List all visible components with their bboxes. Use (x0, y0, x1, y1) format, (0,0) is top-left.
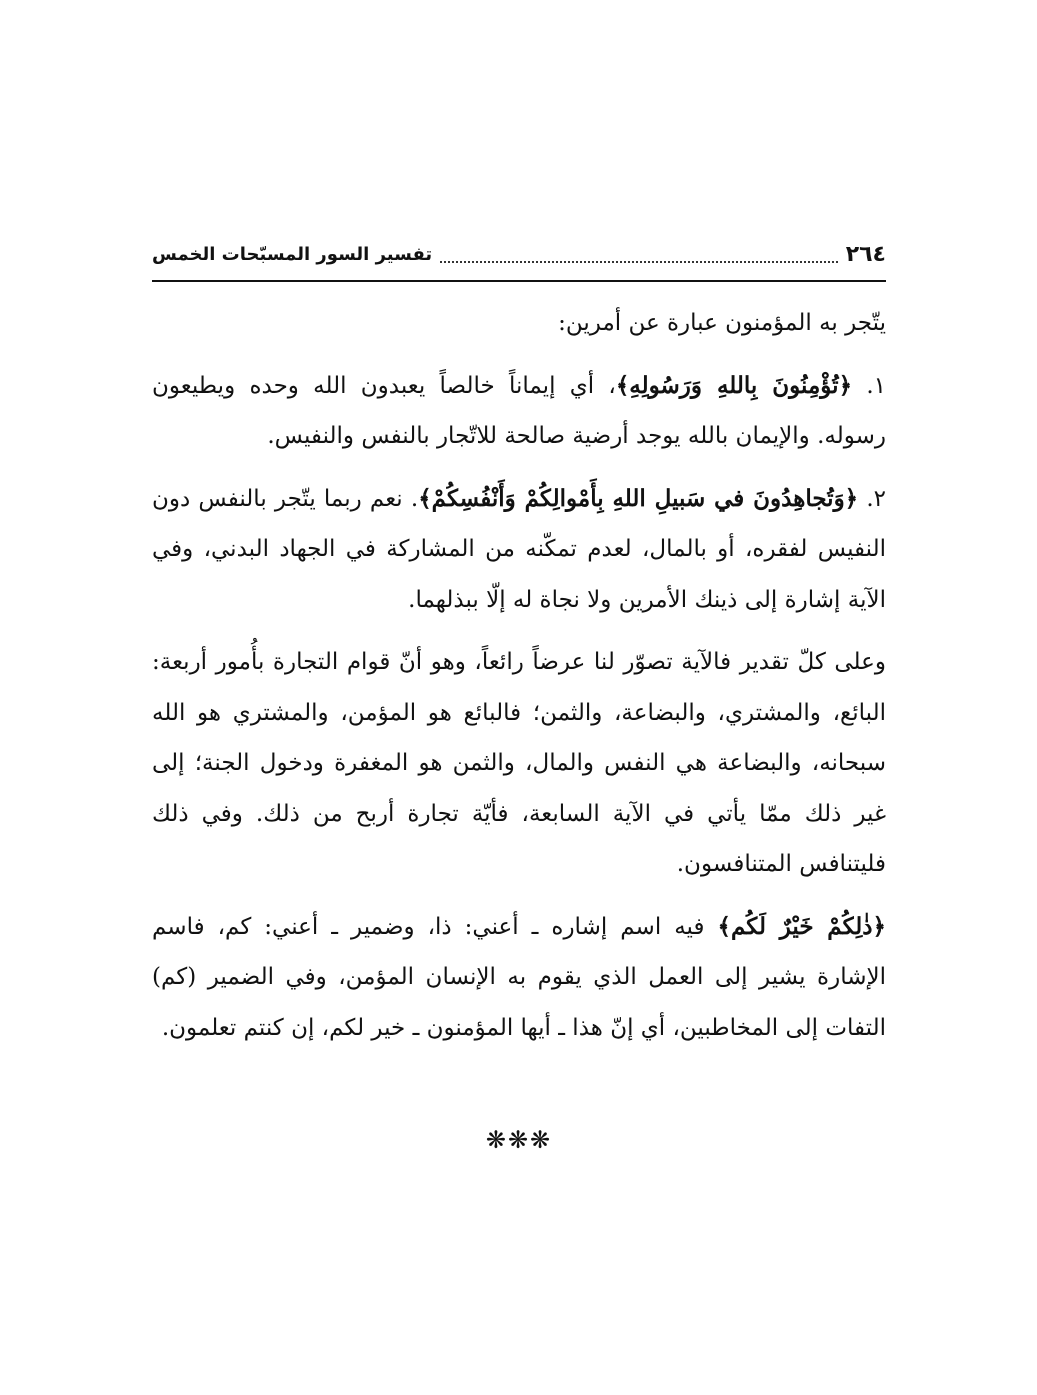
paragraph-item-1 (152, 361, 886, 462)
section-separator: ❋❋❋ (485, 1126, 553, 1154)
page-header (152, 232, 886, 272)
item-number: ١. (852, 372, 886, 399)
quran-quote: ﴿ذٰلِكُمْ خَيْرٌ لَكُم﴾ (717, 912, 886, 940)
paragraph-verse-explanation (152, 902, 886, 1054)
item-number: ٢. (858, 485, 887, 512)
running-title: تفسير السور المسبّحات الخمس (152, 244, 433, 265)
paragraph-text: ، أي إيماناً خالصاً يعبدون الله وحده ويطيعون رسوله. والإيمان بالله يوجد أرضية صالحة للاتّجار بالنفس والنفيس. (152, 372, 886, 449)
header-divider (152, 280, 886, 282)
page-number: ٢٦٤ (845, 242, 886, 267)
paragraph-text: فيه اسم إشاره ـ أعني: ذا، وضمير ـ أعني: كم، فاسم الإشارة يشير إلى العمل الذي يقوم به الإنسان المؤمن، وفي الضمير (كم) التفات إلى المخاطبين، أي إنّ هذا ـ أيها المؤمنون ـ خير لكم، إن كنتم تعلمون. (152, 913, 886, 1041)
quran-quote: ﴿تُؤْمِنُونَ بِاللهِ وَرَسُولِهِ﴾ (615, 371, 853, 399)
paragraph-text: . نعم ربما يتّجر بالنفس دون النفيس لفقره، أو بالمال، لعدم تمكّنه من المشاركة في الجهاد البدني، وفي الآية إشارة إلى ذينك الأمرين ولا نجاة له إلّا ببذلهما. (152, 485, 886, 613)
paragraph-commentary: وعلى كلّ تقدير فالآية تصوّر لنا عرضاً رائعاً، وهو أنّ قوام التجارة بأُمور أربعة: البائع، والمشتري، والبضاعة، والثمن؛ فالبائع هو المؤمن، والمشتري هو الله سبحانه، والبضاعة هي النفس والمال، والثمن هو المغفرة ودخول الجنة؛ إلى غير ذلك ممّا يأتي في الآية السابعة، فأيّة تجارة أربح من ذلك. وفي ذلك فليتنافس المتنافسون. (152, 649, 886, 877)
paragraph-item-2 (152, 474, 886, 626)
page-body (152, 298, 886, 1065)
paragraph-intro: يتّجر به المؤمنون عبارة عن أمرين: (558, 310, 886, 336)
header-dotted-leader (440, 261, 838, 263)
quran-quote: ﴿وَتُجاهِدُونَ في سَبيلِ اللهِ بِأَمْوالِكُمْ وَأَنْفُسِكُمْ﴾ (418, 484, 859, 512)
